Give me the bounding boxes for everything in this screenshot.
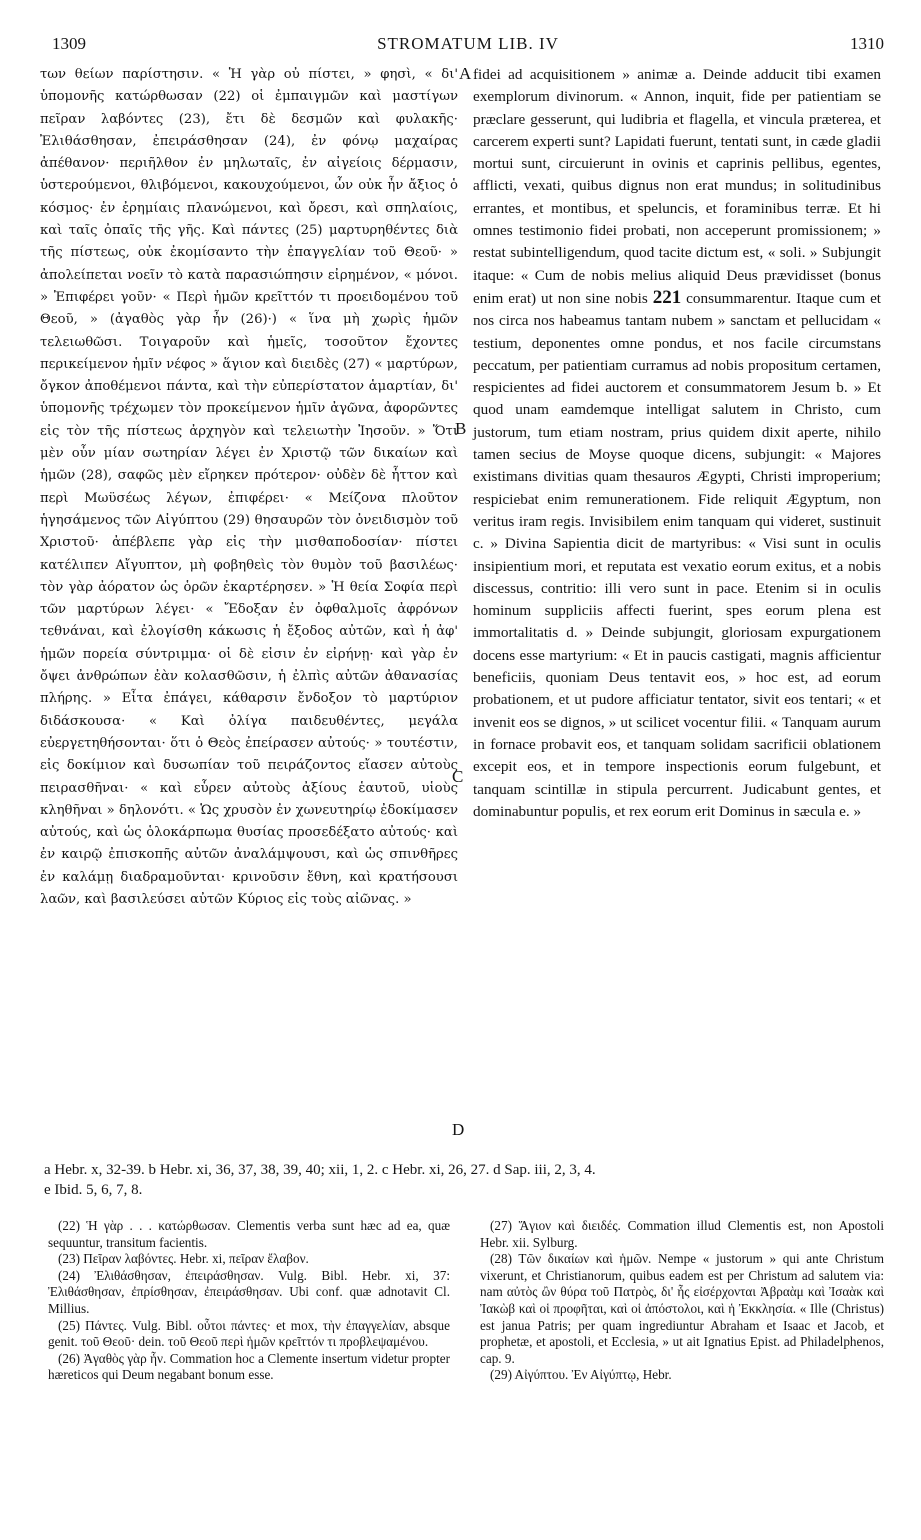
latin-paragraph	[473, 64, 881, 823]
note-23: (23) Πεῖραν λαβόντες. Hebr. xi, πεῖραν ἔλαβον.	[58, 1251, 309, 1267]
scripture-refs-line-2: e Ibid. 5, 6, 7, 8.	[44, 1182, 143, 1198]
greek-paragraph: των θείων παρίστησιν. « Ἡ γὰρ οὐ πίστει, » φησὶ, « δι' ὑπομονῆς κατώρθωσαν (22) οἱ ἐμπαιγμῶν καὶ μαστίγων πεῖραν λαβόντες (23), ἔτι δὲ δεσμῶν καὶ φυλακῆς· Ἐλιθάσθησαν, ἐπειράσθησαν (24), ἐν φόνῳ μαχαίρας ἀπέθανον· περιῆλθον ἐν μηλωταῖς, ἐν αἰγείοις δέρμασιν, ὑστερούμενοι, θλιβόμενοι, κακουχούμενοι, ὧν οὐκ ἦν ἄξιος ὁ κόσμος· ἐν ἐρημίαις πλανώμενοι, καὶ ὄρεσι, καὶ σπηλαίοις, καὶ ταῖς ὀπαῖς τῆς γῆς. Καὶ πάντες (25) μαρτυρηθέντες διὰ τῆς πίστεως, οὐκ ἐκομίσαντο τὴν ἐπαγγελίαν τοῦ Θεοῦ· » ἀπολείπεται νοεῖν τὸ κατὰ παρασιώπησιν εἰρημένον, « μόνοι. » Ἐπιφέρει γοῦν· « Περὶ ἡμῶν κρεῖττόν τι προειδομένου τοῦ Θεοῦ, » (ἀγαθὸς γὰρ ἦν (26)·) « ἵνα μὴ χωρὶς ἡμῶν τελειωθῶσι. Τοιγαροῦν καὶ ἡμεῖς, τοσοῦτον ἔχοντες περικείμενον ἡμῖν νέφος » ἅγιον καὶ διειδὲς (27) « μαρτύρων, ὄγκον ἀποθέμενοι πάντα, καὶ τὴν εὐπερίστατον ἁμαρτίαν, δι' ὑπομονῆς τρέχωμεν τὸν προκείμενον ἡμῖν ἀγῶνα, ἀφορῶντες εἰς τὸν τῆς πίστεως ἀρχηγὸν καὶ τελειωτὴν Ἰησοῦν. » Ὅτι μὲν οὖν μίαν σωτηρίαν λέγει ἐν Χριστῷ τῶν δικαίων καὶ ἡμῶν (28), σαφῶς μὲν εἴρηκεν πρότερον· οὐδὲν δὲ ἧττον καὶ περὶ Μωϋσέως λέγων, ἐπιφέρει· « Μείζονα πλοῦτον ἡγησάμενος τῶν Αἰγύπτου (29) θησαυρῶν τὸν ὀνειδισμὸν τοῦ Χριστοῦ· ἀπέβλεπε γὰρ εἰς τὴν μισθαποδοσίαν· πίστει κατέλιπεν Αἴγυπτον, μὴ φοβηθεὶς τὸν θυμὸν τοῦ βασιλέως· τὸν γὰρ ἀόρατον ὡς ὁρῶν ἐκαρτέρησεν. » Ἡ θεία Σοφία περὶ τῶν μαρτύρων λέγει· « Ἔδοξαν ἐν ὀφθαλμοῖς ἀφρόνων τεθνάναι, καὶ ἐλογίσθη κάκωσις ἡ ἔξοδος αὐτῶν, καὶ ἡ ἀφ' ἡμῶν πορεία σύντριμμα· οἱ δὲ εἰσιν ἐν εἰρήνῃ· καὶ γὰρ ἐν ὄψει ἀνθρώπων ἐὰν κολασθῶσιν, ἡ ἐλπὶς αὐτῶν ἀθανασίας πλήρης. » Εἶτα ἐπάγει, κάθαρσιν ἔνδοξον τὸ μαρτύριον διδάσκουσα· « Καὶ ὀλίγα παιδευθέντες, μεγάλα εὐεργετηθήσονται· ὅτι ὁ Θεὸς ἐπείρασεν αὐτούς· » τουτέστιν, εἰς δοκίμιον καὶ δυσωπίαν τοῦ πειράζοντος εἴασεν αὐτοὺς πειρασθῆναι· « καὶ εὗρεν αὐτοὺς ἀξίους ἑαυτοῦ, υἱοὺς κληθῆναι » δηλονότι. « Ὡς χρυσὸν ἐν χωνευτηρίῳ ἐδοκίμασεν αὐτούς, καὶ ὡς ὁλοκάρπωμα θυσίας προσεδέξατο αὐτούς· καὶ ἐν καιρῷ ἐπισκοπῆς αὐτῶν ἀναλάμψουσι, καὶ ὡς σπινθῆρες ἐν καλάμῃ διαδραμοῦνται· κρινοῦσιν ἔθνη, καὶ κρατήσουσι λαῶν, καὶ βασιλεύσει αὐτῶν Κύριος εἰς τοὺς αἰῶνας. »	[40, 67, 458, 907]
latin-text-column	[473, 64, 881, 823]
greek-text-column	[40, 64, 458, 911]
running-header	[52, 34, 884, 58]
margin-letter-a: A	[459, 64, 472, 83]
note-24: (24) Ἐλιθάσθησαν, ἐπειράσθησαν. Vulg. Bibl. Hebr. xi, 37: Ἐλιθάσθησαν, ἐπρίσθησαν, ἐπειράσθησαν. Ubi conf. quæ adnotavit Cl. Millius.	[48, 1267, 450, 1316]
scripture-refs-line-1: a Hebr. x, 32-39. b Hebr. xi, 36, 37, 38, 39, 40; xii, 1, 2. c Hebr. xi, 26, 27. d Sap. iii, 2, 3, 4.	[44, 1162, 596, 1178]
latin-text-part-1: fidei ad acquisitionem » animæ a. Deinde adducit tibi examen exemplorum divinorum. « Annon, inquit, fide per patientiam se præclare gesserunt, qui ludibria et flagella, et vincula præterea, et carcerem experti sunt? Lapidati fuerunt, tentati sunt, in cæde gladii mortui sunt, circuierunt in ovinis et caprinis pellibus, egentes, afflicti, vexati, quibus dignus non erat mundus; in solitudinibus errantes, et montibus, et speluncis, et foraminibus terræ. Et hi omnes testimonio fidei probati, non acceperunt promissionem; » restat subintelligendum, quod tacite dictum est, « soli. » Subjungit itaque: « Cum de nobis melius aliquid Deus prævidisset (bonus enim erat) ut non sine nobis	[473, 66, 881, 307]
margin-letter-b: B	[455, 419, 467, 438]
note-28: (28) Τῶν δικαίων καὶ ἡμῶν. Nempe « justorum » qui ante Christum vixerunt, et Christianorum, quibus eadem est per Christum ad salutem via: nam αὐτὸς ὢν θύρα τοῦ Πατρὸς, δι' ἧς εἰσέρχονται Ἀβραὰμ καὶ Ἰσαὰκ καὶ Ἰακὼβ καὶ οἱ προφῆται, καὶ οἱ ἀπόστολοι, καὶ ἡ Ἐκκλησία. « Ille (Christus) est janua Patris; per quam ingrediuntur Abraham et Isaac et Jacob, et prophetæ, et apostoli, et Ecclesia, » ut ait Ignatius Epist. ad Philadelphenos, cap. 9.	[480, 1251, 884, 1366]
note-29: (29) Αἰγύπτου. Ἐν Αἰγύπτῳ, Hebr.	[490, 1367, 672, 1383]
scripture-references	[44, 1160, 884, 1200]
margin-letter-c: C	[452, 767, 464, 786]
migne-page-number: 221	[652, 286, 682, 308]
note-25: (25) Πάντες. Vulg. Bibl. οὗτοι πάντες· et mox, τὴν ἐπαγγελίαν, absque genit. τοῦ Θεοῦ· dein. τοῦ Θεοῦ περὶ ἡμῶν κρεῖττόν τι προβλεψαμένου.	[48, 1317, 450, 1350]
note-27: (27) Ἅγιον καὶ διειδές. Commation illud Clementis est, non Apostoli Hebr. xii. Sylburg.	[480, 1218, 884, 1250]
running-title: STROMATUM LIB. IV	[377, 34, 559, 53]
notes-left-column	[48, 1218, 450, 1384]
notes-right-column	[480, 1218, 884, 1384]
note-22: (22) Ἡ γὰρ . . . κατώρθωσαν. Clementis verba sunt hæc ad ea, quæ sequuntur, transitum facientis.	[48, 1218, 450, 1250]
note-26: (26) Ἀγαθὸς γὰρ ἦν. Commation hoc a Clemente insertum videtur propter hæreticos qui Deum negabant bonum esse.	[48, 1350, 450, 1383]
latin-text-part-2: consummarentur. Itaque cum et nos circa nos habeamus tantam nubem » sanctam et pellucidam « testium, deponentes omne pondus, et nos facile circumstans peccatum, per patientiam curramus ad nobis propositum certamen, respicientes ad fidei auctorem et consummatorem Jesum b. » Et quod unam eamdemque intelligat salutem in Christo, cum justorum, tum etiam nostram, prius quidem dixit aperte, nihilo tamen secius de Moyse quoque dicens, subjungit: « Majores existimans divitias quam thesauros Ægypti, Christi improperium; respiciebat enim remunerationem. Fide reliquit Ægyptum, non veritus iram regis. Invisibilem enim tanquam qui videret, sustinuit c. » Divina Sapientia dicit de martyribus: « Visi sunt in oculis insipientium mori, et reputata est vexatio eorum exitus, et a nobis discessus, contritio: illi vero sunt in pace. Etenim si in oculis hominum suppliciis affecti fuerint, spes eorum plena est immortalitatis d. » Deinde subjungit, gloriosam expurgationem docens esse martyrium: « Et in paucis castigati, magnis afficientur beneficiis, quoniam Deus tentavit eos, » hoc est, ad eorum probationem, et ut pudore afficiatur tentator, sivit eos tentari; « et invenit eos se dignos, » ut scilicet vocentur filii. « Tanquam aurum in fornace probavit eos, et tanquam solidam sacrificii oblationem excepit eos, et in tempore inspectionis eorum fulgebunt, et tanquam scintillæ in stipula percurrent. Judicabunt gentes, et dominabuntur populis, et rex eorum erit Dominus in sæcula e. »	[473, 289, 882, 820]
right-page-number: 1310	[850, 34, 884, 53]
margin-letter-d: D	[452, 1120, 465, 1139]
left-page-number: 1309	[52, 34, 86, 53]
